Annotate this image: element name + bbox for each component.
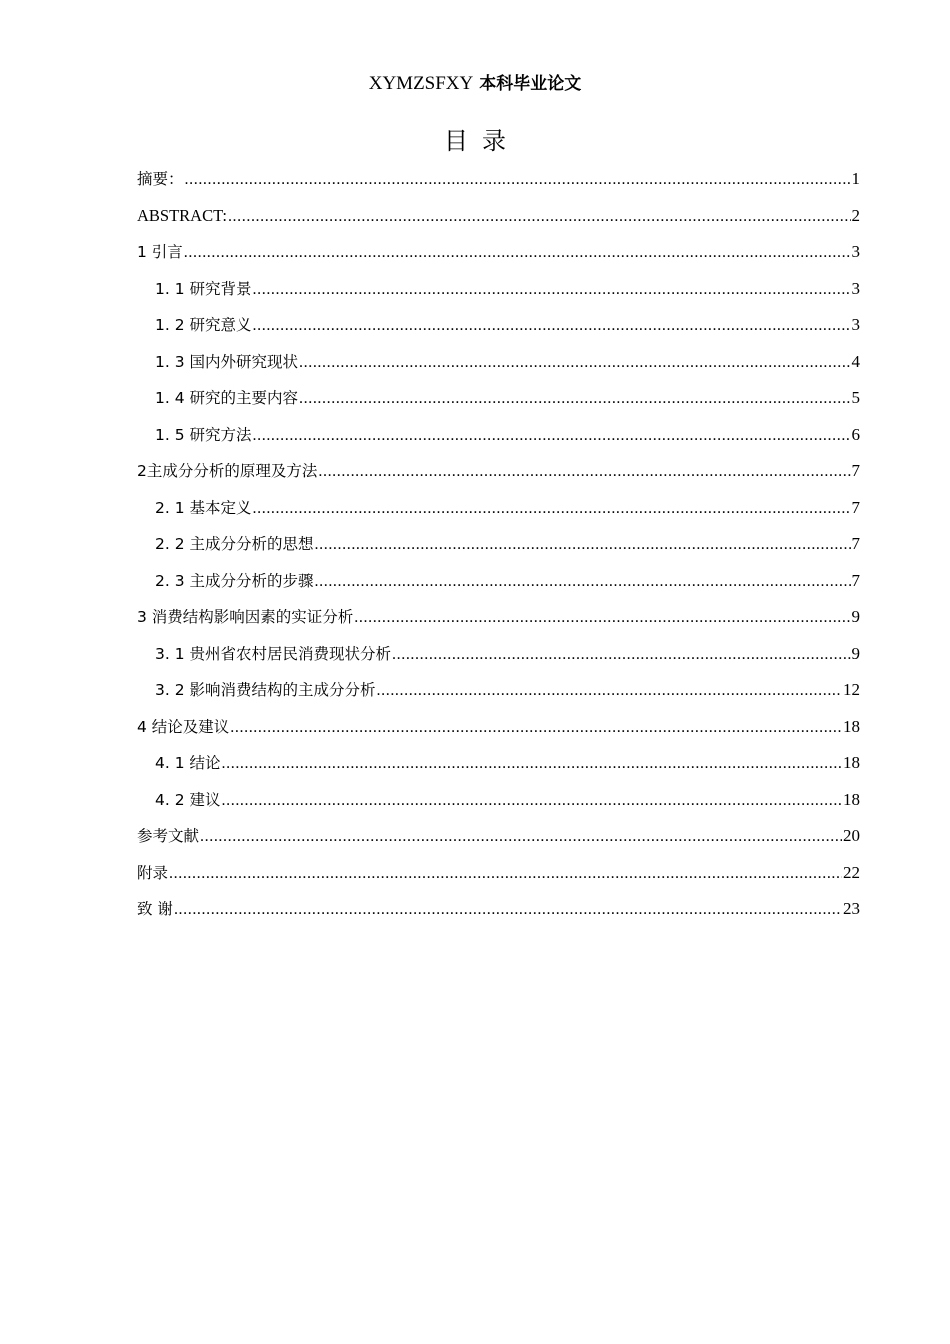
toc-leader-dots <box>392 642 850 668</box>
toc-entry-label: 1. 1 研究背景 <box>155 279 252 298</box>
toc-entry-page: 9 <box>851 643 860 663</box>
toc-leader-dots <box>354 605 850 631</box>
toc-entry-page: 7 <box>851 534 860 553</box>
toc-entry[interactable] <box>137 677 860 714</box>
toc-entry-label: 1. 3 国内外研究现状 <box>155 352 299 371</box>
toc-entry-label: 3. 1 贵州省农村居民消费现状分析 <box>155 644 392 663</box>
toc-entry-page: 7 <box>851 570 860 590</box>
toc-entry-label: 2. 3 主成分分析的步骤 <box>155 571 314 590</box>
toc-title: 目录 <box>444 127 520 155</box>
toc-entry[interactable] <box>137 750 860 787</box>
toc-entry-page: 20 <box>843 826 860 845</box>
toc-entry-label: 2. 2 主成分分析的思想 <box>155 535 314 553</box>
toc-entry-label: 2. 1 基本定义 <box>155 498 252 517</box>
toc-entry-page: 2 <box>851 205 860 225</box>
running-header <box>0 70 950 98</box>
toc-leader-dots <box>253 423 851 449</box>
toc-entry-page: 23 <box>843 899 860 918</box>
toc-entry-label: 1. 5 研究方法 <box>155 425 252 444</box>
toc-leader-dots <box>253 313 851 339</box>
toc-entry[interactable] <box>137 604 860 641</box>
toc-entry-page: 7 <box>851 461 860 480</box>
toc-leader-dots <box>299 350 850 376</box>
toc-entry-label: ABSTRACT: <box>137 205 227 225</box>
toc-entry[interactable] <box>137 239 860 276</box>
toc-entry-label: 附录 <box>137 863 169 882</box>
toc-entry-page: 3 <box>851 278 860 298</box>
toc-entry-page: 7 <box>851 497 860 517</box>
toc-entry-page: 6 <box>851 424 860 444</box>
toc-entry[interactable] <box>137 385 860 422</box>
toc-entry-label: 3 消费结构影响因素的实证分析 <box>137 608 354 626</box>
toc-entry-page: 3 <box>851 242 860 261</box>
toc-entry[interactable] <box>137 568 860 605</box>
toc-entry[interactable] <box>137 787 860 824</box>
toc-entry[interactable] <box>137 276 860 313</box>
toc-leader-dots <box>299 386 850 412</box>
toc-leader-dots <box>222 751 842 777</box>
toc-entry-page: 18 <box>843 789 860 809</box>
toc-leader-dots <box>377 678 842 704</box>
toc-entry-page: 18 <box>843 716 860 736</box>
toc-leader-dots <box>174 897 842 923</box>
toc-entry-page: 22 <box>843 862 860 882</box>
toc-entry-page: 4 <box>851 351 860 371</box>
toc-entry[interactable] <box>137 823 860 860</box>
toc-leader-dots <box>253 277 851 303</box>
toc-entry[interactable] <box>137 860 860 897</box>
toc-entry-page: 3 <box>851 315 860 334</box>
toc-entry[interactable] <box>137 203 860 240</box>
toc-leader-dots <box>253 496 851 522</box>
toc-entry-label: 4 结论及建议 <box>137 717 230 736</box>
toc-leader-dots <box>315 532 851 558</box>
table-of-contents <box>137 166 860 933</box>
toc-leader-dots <box>200 824 842 850</box>
toc-leader-dots <box>315 569 851 595</box>
toc-entry[interactable] <box>137 349 860 386</box>
toc-entry-page: 1 <box>851 169 860 188</box>
header-school-code: XYMZSFXY <box>368 73 474 94</box>
toc-entry-page: 12 <box>843 680 860 699</box>
header-thesis-type: 本科毕业论文 <box>479 74 582 94</box>
toc-entry[interactable] <box>137 641 860 678</box>
toc-entry-label: 1. 4 研究的主要内容 <box>155 389 299 407</box>
toc-entry-page: 18 <box>843 753 860 772</box>
toc-entry-label: 4. 2 建议 <box>155 790 221 809</box>
toc-entry[interactable] <box>137 458 860 495</box>
toc-leader-dots <box>169 861 842 887</box>
toc-entry-label: 3. 2 影响消费结构的主成分分析 <box>155 681 376 699</box>
toc-leader-dots <box>185 167 851 193</box>
toc-leader-dots <box>184 240 851 266</box>
toc-entry[interactable] <box>137 531 860 568</box>
toc-entry-label: 致 谢 <box>137 900 173 918</box>
toc-entry-label: 1 引言 <box>137 243 183 261</box>
toc-leader-dots <box>228 204 851 230</box>
toc-leader-dots <box>222 788 842 814</box>
toc-entry-label: 2主成分分析的原理及方法 <box>137 462 318 480</box>
toc-entry-label: 1. 2 研究意义 <box>155 316 252 334</box>
toc-entry-label: 参考文献 <box>137 827 200 845</box>
toc-entry-page: 5 <box>851 388 860 407</box>
toc-entry[interactable] <box>137 422 860 459</box>
toc-entry-label: 4. 1 结论 <box>155 754 221 772</box>
toc-entry-label: 摘要： <box>137 170 184 188</box>
toc-entry-page: 9 <box>851 607 860 626</box>
toc-leader-dots <box>230 715 842 741</box>
toc-entry[interactable] <box>137 896 860 933</box>
toc-entry[interactable] <box>137 312 860 349</box>
toc-entry[interactable] <box>137 495 860 532</box>
toc-entry[interactable] <box>137 166 860 203</box>
toc-entry[interactable] <box>137 714 860 751</box>
toc-leader-dots <box>318 459 850 485</box>
